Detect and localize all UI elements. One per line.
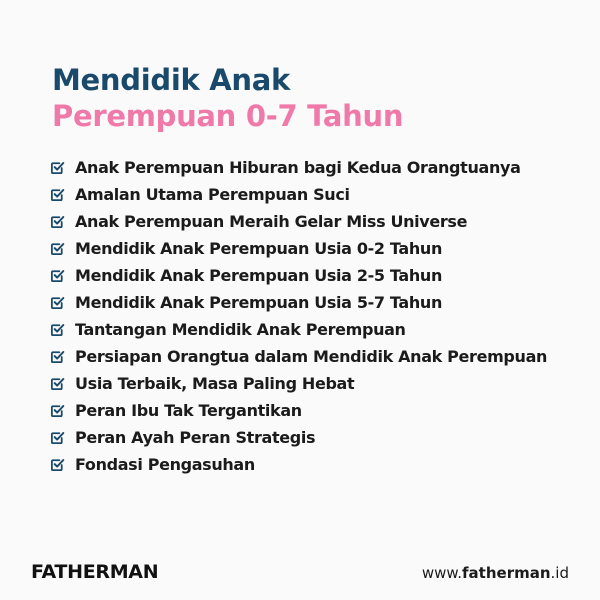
checked-checkbox-icon	[50, 268, 65, 283]
checked-checkbox-icon	[50, 295, 65, 310]
checklist-item-label: Fondasi Pengasuhan	[75, 455, 255, 474]
website-url-prefix: www.	[421, 564, 463, 582]
website-url	[422, 563, 569, 583]
checklist-item-label: Persiapan Orangtua dalam Mendidik Anak Perempuan	[75, 347, 548, 366]
checklist-item-label: Mendidik Anak Perempuan Usia 2-5 Tahun	[75, 266, 442, 285]
checklist-item	[50, 181, 547, 208]
checklist-item	[50, 424, 547, 451]
checked-checkbox-icon	[50, 403, 65, 418]
checklist-item-label: Tantangan Mendidik Anak Perempuan	[75, 320, 406, 339]
checklist-item-label: Mendidik Anak Perempuan Usia 5-7 Tahun	[75, 293, 442, 312]
website-url-domain: fatherman	[462, 564, 551, 582]
checklist-item	[50, 154, 547, 181]
topic-checklist	[50, 154, 547, 478]
checklist-item-label: Amalan Utama Perempuan Suci	[75, 185, 350, 204]
checklist-item	[50, 343, 547, 370]
checklist-item	[50, 289, 547, 316]
checklist-item	[50, 370, 547, 397]
checked-checkbox-icon	[50, 322, 65, 337]
checked-checkbox-icon	[50, 214, 65, 229]
checked-checkbox-icon	[50, 160, 65, 175]
checklist-item	[50, 451, 547, 478]
checked-checkbox-icon	[50, 241, 65, 256]
checklist-item	[50, 316, 547, 343]
checked-checkbox-icon	[50, 457, 65, 472]
checklist-item	[50, 208, 547, 235]
page-title	[52, 62, 403, 134]
website-url-suffix: .id	[550, 564, 569, 582]
checked-checkbox-icon	[50, 376, 65, 391]
checklist-item-label: Peran Ibu Tak Tergantikan	[75, 401, 302, 420]
checked-checkbox-icon	[50, 430, 65, 445]
checklist-item	[50, 262, 547, 289]
title-line-2: Perempuan 0-7 Tahun	[52, 99, 404, 133]
checklist-item-label: Usia Terbaik, Masa Paling Hebat	[75, 374, 355, 393]
checklist-item-label: Anak Perempuan Meraih Gelar Miss Universe	[75, 212, 468, 231]
checklist-item-label: Peran Ayah Peran Strategis	[75, 428, 316, 447]
checklist-item-label: Anak Perempuan Hiburan bagi Kedua Orangtuanya	[75, 158, 521, 177]
checked-checkbox-icon	[50, 349, 65, 364]
checklist-item	[50, 235, 547, 262]
title-line-1: Mendidik Anak	[52, 63, 290, 97]
checklist-item-label: Mendidik Anak Perempuan Usia 0-2 Tahun	[75, 239, 442, 258]
fatherman-logo: FATHERMAN	[31, 561, 159, 583]
checklist-item	[50, 397, 547, 424]
checked-checkbox-icon	[50, 187, 65, 202]
